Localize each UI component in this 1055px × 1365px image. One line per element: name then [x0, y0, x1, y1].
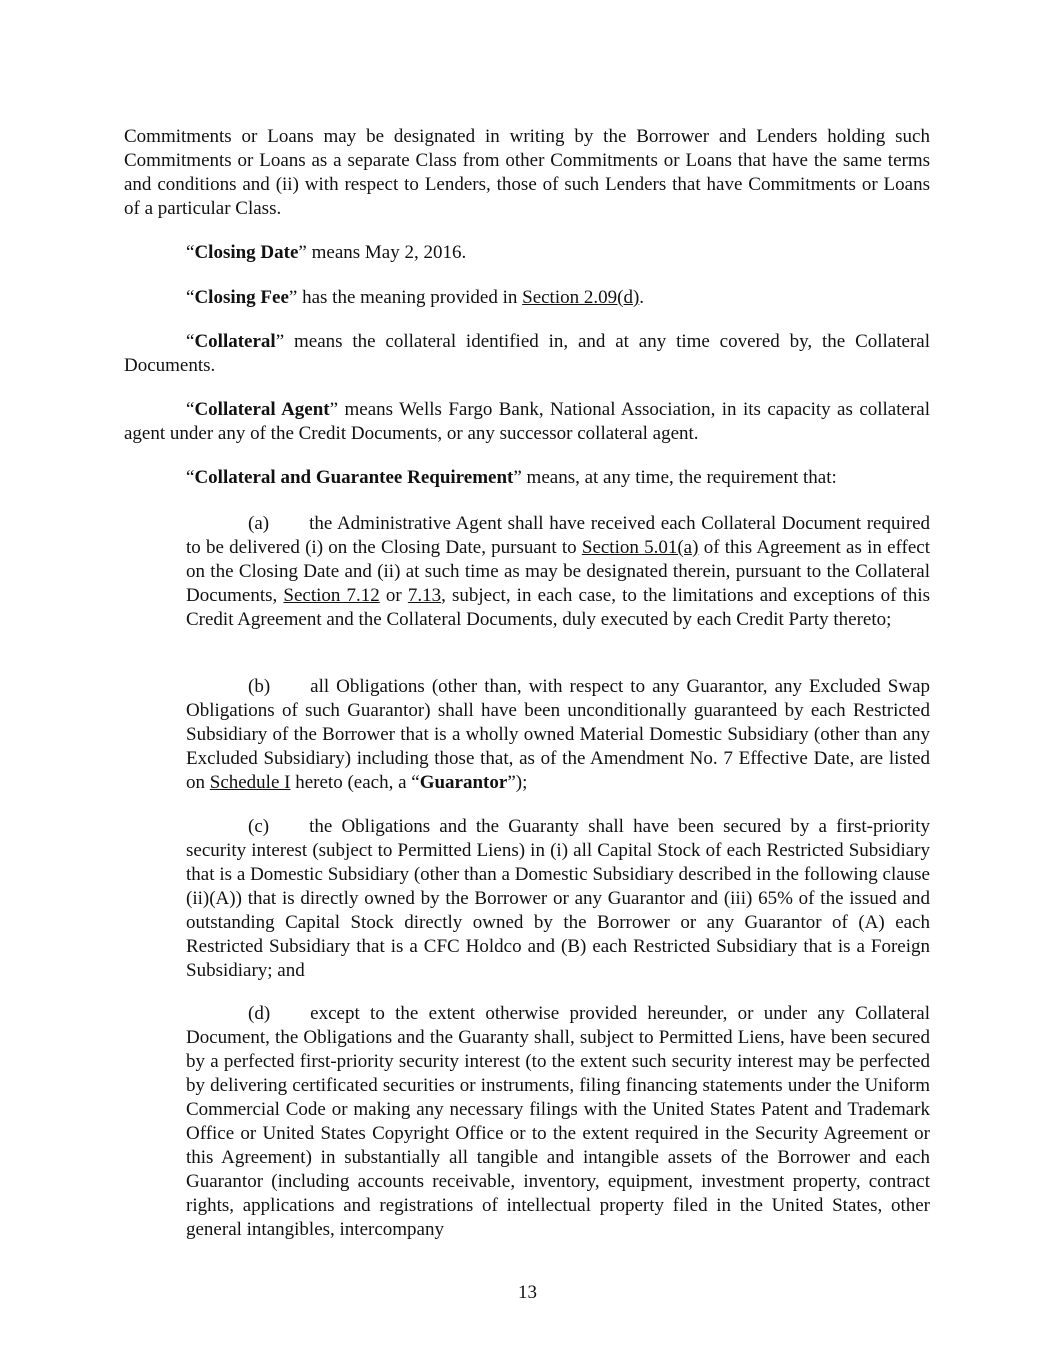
page-number: 13 — [518, 1282, 537, 1303]
definition-collateral-agent — [124, 398, 930, 446]
clause-text: hereto (each, a “ — [290, 772, 420, 793]
defined-term: Closing Fee — [194, 287, 289, 308]
definition-text: ” means, at any time, the requirement that: — [513, 467, 837, 488]
definition-text: ” has the meaning provided in — [288, 287, 523, 308]
defined-term: Collateral — [194, 331, 276, 352]
clause-c — [186, 815, 930, 983]
clause-text: of this Agreement as in effect on the Closing Date and (ii) at such time as may be designated therein, pursuant to the Collateral Documents, — [186, 537, 931, 606]
section-reference: Section 5.01(a) — [581, 537, 699, 558]
clause-text: all Obligations (other than, with respect to any Guarantor, any Excluded Swap Obligations of such Guarantor) shall have been unconditionally guaranteed by each Restricted Subsidiary of the Borrower that is a wholly owned Material Domestic Subsidiary (other than any Excluded Subsidiary) including those that, as of the Amendment No. 7 Effective Date, are listed on — [186, 676, 930, 793]
definition-text-end: . — [639, 287, 645, 308]
open-quote: “ — [186, 467, 195, 488]
section-reference: Section 7.12 — [283, 585, 380, 606]
definition-closing-date — [124, 241, 930, 265]
clause-label: (a) — [248, 513, 270, 534]
clause-text: except to the extent otherwise provided hereunder, or under any Collateral Document, the Obligations and the Guaranty shall, subject to Permitted Liens, have been secured by a perfected first-priority security interest (to the extent such security interest may be perfected by delivering certificated securities or instruments, filing financing statements under the Uniform Commercial Code or making any necessary filings with the United States Patent and Trademark Office or United States Copyright Office or to the extent required in the Security Agreement or this Agreement) in substantially all tangible and intangible assets of the Borrower and each Guarantor (including accounts receivable, inventory, equipment, investment property, contract rights, applications and registrations of intellectual property filed in the United States, other general intangibles, intercompany — [186, 1003, 930, 1240]
clause-d — [186, 1002, 930, 1242]
definition-collateral-guarantee-requirement — [124, 466, 930, 490]
clause-text: the Administrative Agent shall have received each Collateral Document required to be delivered (i) on the Closing Date, pursuant to — [186, 513, 930, 558]
defined-term: Closing Date — [194, 242, 299, 263]
definition-closing-fee — [124, 286, 930, 310]
open-quote: “ — [186, 331, 195, 352]
definition-collateral — [124, 330, 930, 378]
clause-text: the Obligations and the Guaranty shall have been secured by a first-priority security interest (subject to Permitted Liens) in (i) all Capital Stock of each Restricted Subsidiary that is a Domestic Subsidiary (other than a Domestic Subsidiary described in the following clause (ii)(A)) that is directly owned by the Borrower or any Guarantor and (iii) 65% of the issued and outstanding Capital Stock directly owned by the Borrower or any Guarantor of (A) each Restricted Subsidiary that is a CFC Holdco and (B) each Restricted Subsidiary that is a Foreign Subsidiary; and — [186, 816, 930, 981]
intro-text: Commitments or Loans may be designated in writing by the Borrower and Lenders holding such Commitments or Loans as a separate Class from other Commitments or Loans that have the same terms and conditions and (ii) with respect to Lenders, those of such Lenders that have Commitments or Loans of a particular Class. — [124, 126, 930, 219]
clause-label: (c) — [248, 816, 270, 837]
open-quote: “ — [186, 242, 195, 263]
open-quote: “ — [186, 287, 195, 308]
schedule-reference: Schedule I — [209, 772, 291, 793]
section-reference: 7.13 — [407, 585, 442, 606]
section-reference: Section 2.09(d) — [522, 287, 640, 308]
definition-text: ” means the collateral identified in, and at any time covered by, the Collateral Documents. — [124, 331, 930, 376]
intro-paragraph — [124, 125, 930, 221]
defined-term: Guarantor — [419, 772, 508, 793]
clause-text: ”); — [507, 772, 528, 793]
definition-text: ” means May 2, 2016. — [298, 242, 467, 263]
clause-b — [186, 675, 930, 795]
clause-text: , subject, in each case, to the limitations and exceptions of this Credit Agreement and the Collateral Documents, duly executed by each Credit Party thereto; — [186, 585, 931, 630]
defined-term: Collateral Agent — [194, 399, 330, 420]
defined-term: Collateral and Guarantee Requirement — [194, 467, 514, 488]
clause-text: or — [379, 585, 408, 606]
clause-label: (d) — [248, 1003, 271, 1024]
clause-a — [186, 512, 930, 632]
open-quote: “ — [186, 399, 195, 420]
definition-text: ” means Wells Fargo Bank, National Association, in its capacity as collateral agent under any of the Credit Documents, or any successor collateral agent. — [124, 399, 930, 444]
clause-label: (b) — [248, 676, 271, 697]
